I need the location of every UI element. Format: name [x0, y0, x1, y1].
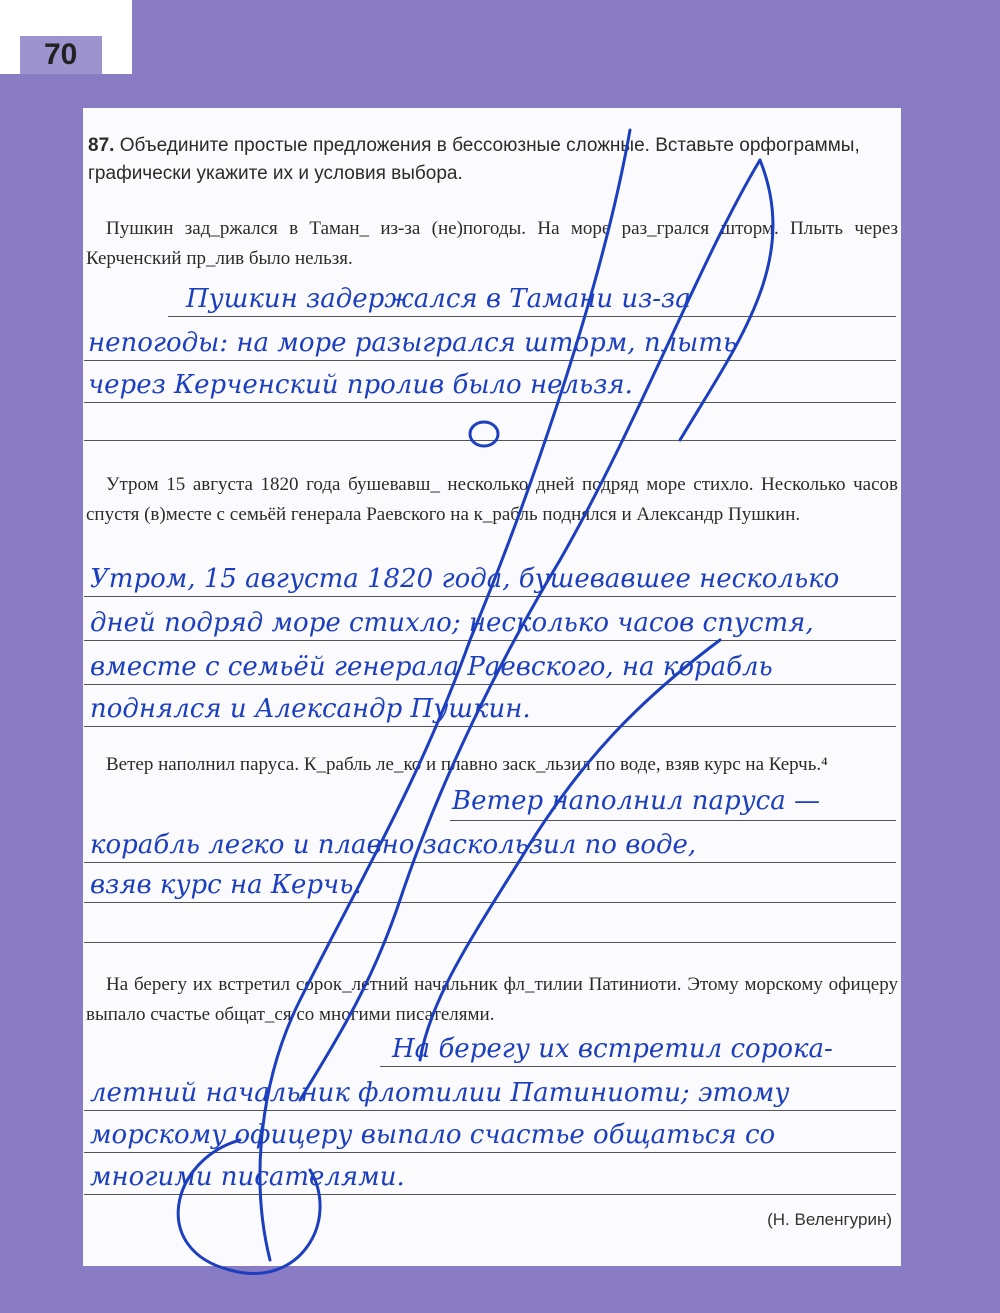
pen-stroke [300, 160, 760, 1100]
exercise-text-2: Утром 15 августа 1820 года бушевавш_ несколько дней подряд море стихло. Несколько часов спустя (в)месте с семьёй генерала Раевского на к_рабль поднялся и Александр Пушкин. [86, 474, 898, 525]
handwritten-answer-line: Ветер наполнил паруса — [452, 786, 821, 816]
page-number: 70 [44, 38, 78, 71]
exercise-text-1: Пушкин зад_ржался в Таман_ из-за (не)погоды. На море раз_грался шторм. Плыть через Керченский пр_лив было нельзя. [86, 218, 898, 269]
handwritten-answer-line: Утром, 15 августа 1820 года, бушевавшее несколько [90, 564, 840, 594]
handwritten-answer-line: дней подряд море стихло; несколько часов спустя, [90, 608, 814, 638]
pen-stroke [420, 640, 720, 1060]
pen-stroke [260, 130, 630, 1260]
pen-stroke [178, 1140, 320, 1274]
task-number: 87. [88, 135, 115, 156]
handwritten-answer-line: непогоды: на море разыгрался шторм, плыть [88, 328, 738, 358]
exercise-text-3: Ветер наполнил паруса. К_рабль ле_ко и плавно заск_льзил по воде, взяв курс на Керчь.⁴ [106, 754, 828, 775]
handwritten-answer-line: летний начальник флотилии Патиниоти; этому [90, 1078, 790, 1108]
handwritten-answer-line: На берегу их встретил сорока- [392, 1034, 833, 1064]
handwritten-answer-line: морскому офицеру выпало счастье общаться со [90, 1120, 776, 1150]
handwritten-answer-line: корабль легко и плавно заскользил по воде, [90, 830, 697, 860]
pen-stroke [680, 160, 773, 440]
handwritten-answer-line: поднялся и Александр Пушкин. [90, 694, 531, 724]
handwritten-answer-line: многими писателями. [90, 1162, 405, 1192]
handwritten-answer-line: вместе с семьёй генерала Раевского, на корабль [90, 652, 773, 682]
task-instruction: Объедините простые предложения в бессоюзные сложные. Вставьте орфограммы, графически укажите их и условия выбора. [88, 135, 860, 184]
handwritten-answer-line: взяв курс на Керчь. [90, 870, 362, 900]
author-credit: (Н. Веленгурин) [767, 1210, 892, 1229]
pen-circle [470, 422, 498, 446]
handwritten-answer-line: через Керченский пролив было нельзя. [88, 370, 633, 400]
exercise-text-4: На берегу их встретил сорок_летний начальник фл_тилии Патиниоти. Этому морскому офицеру выпало счастье общат_ся со многими писателями. [86, 974, 898, 1025]
handwritten-answer-line: Пушкин задержался в Тамани из-за [186, 284, 691, 314]
